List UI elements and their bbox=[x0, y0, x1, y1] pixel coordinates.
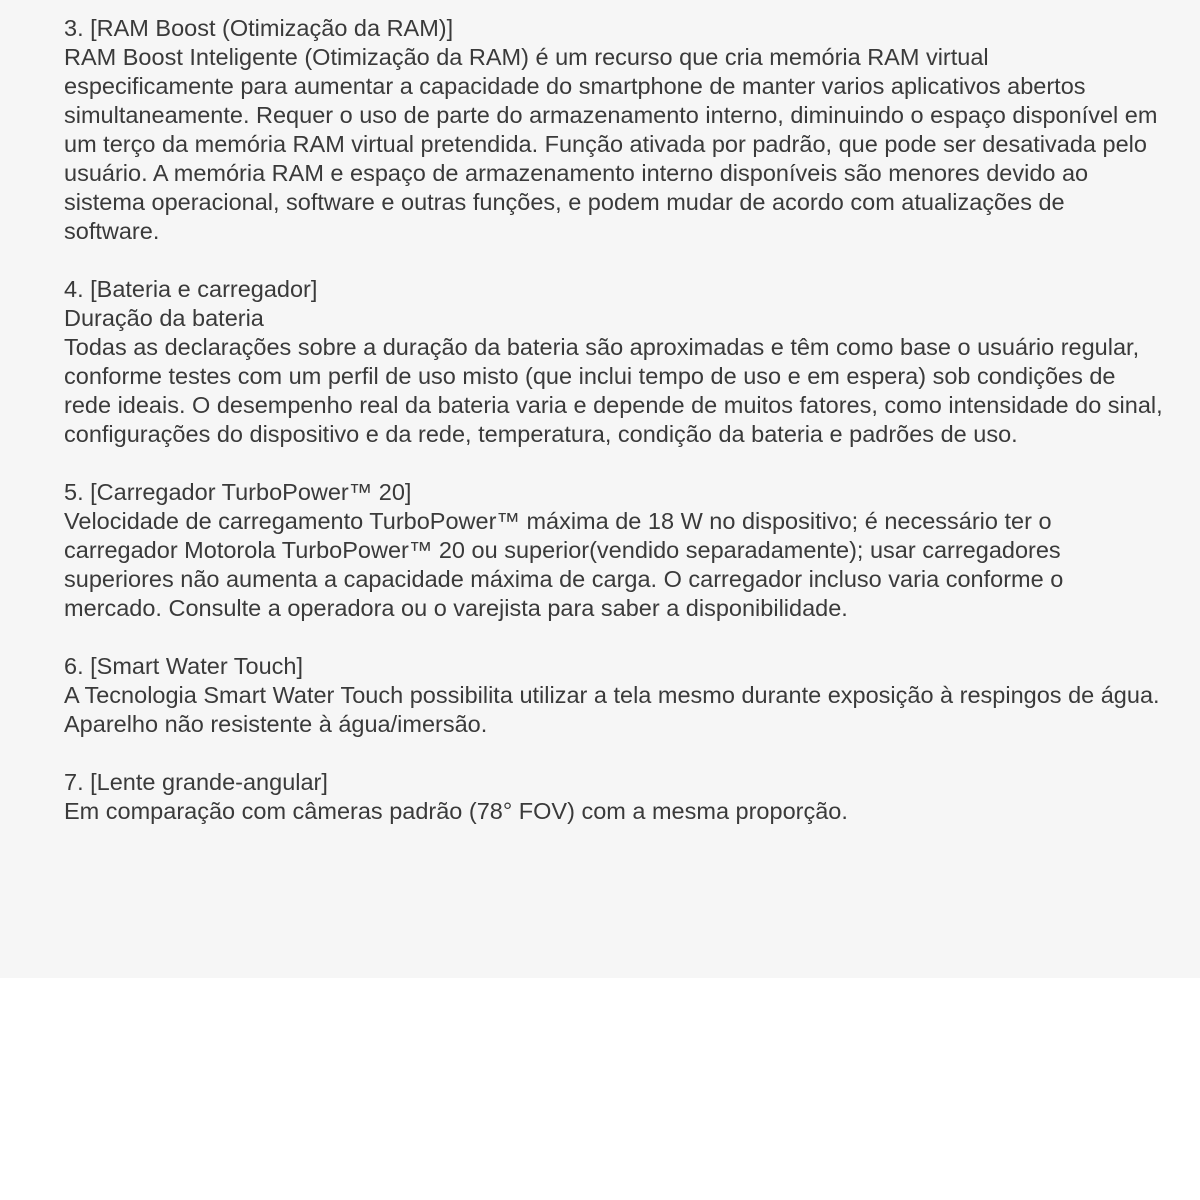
footnote-heading: 3. [RAM Boost (Otimização da RAM)] bbox=[64, 15, 454, 41]
footnote-heading: 4. [Bateria e carregador] bbox=[64, 276, 318, 302]
footnote-turbopower bbox=[64, 478, 1164, 623]
footnote-heading: 6. [Smart Water Touch] bbox=[64, 653, 304, 679]
footnote-body: RAM Boost Inteligente (Otimização da RAM) é um recurso que cria memória RAM virtual especificamente para aumentar a capacidade do smartphone de manter varios aplicativos abertos simultaneamente. Requer o uso de parte do armazenamento interno, diminuindo o espaço disponível em um terço da memória RAM virtual pretendida. Função ativada por padrão, que pode ser desativada pelo usuário. A memória RAM e espaço de armazenamento interno disponíveis são menores devido ao sistema operacional, software e outras funções, e podem mudar de acordo com atualizações de software. bbox=[64, 44, 1158, 244]
footnotes-content bbox=[64, 14, 1164, 855]
footnote-body: Todas as declarações sobre a duração da bateria são aproximadas e têm como base o usuário regular, conforme testes com um perfil de uso misto (que inclui tempo de uso e em espera) sob condições de rede ideais. O desempenho real da bateria varia e depende de muitos fatores, como intensidade do sinal, configurações do dispositivo e da rede, temperatura, condição da bateria e padrões de uso. bbox=[64, 334, 1163, 447]
footnote-subheading: Duração da bateria bbox=[64, 305, 264, 331]
footnote-body: A Tecnologia Smart Water Touch possibilita utilizar a tela mesmo durante exposição à respingos de água. Aparelho não resistente à água/imersão. bbox=[64, 682, 1160, 737]
footnote-battery bbox=[64, 275, 1164, 449]
footnote-heading: 5. [Carregador TurboPower™ 20] bbox=[64, 479, 412, 505]
footnote-ram-boost bbox=[64, 14, 1164, 246]
footnote-smart-water-touch bbox=[64, 652, 1164, 739]
footnote-wide-angle-lens bbox=[64, 768, 1164, 826]
footnote-body: Em comparação com câmeras padrão (78° FOV) com a mesma proporção. bbox=[64, 798, 848, 824]
footnote-body: Velocidade de carregamento TurboPower™ máxima de 18 W no dispositivo; é necessário ter o carregador Motorola TurboPower™ 20 ou superior(vendido separadamente); usar carregadores superiores não aumenta a capacidade máxima de carga. O carregador incluso varia conforme o mercado. Consulte a operadora ou o varejista para saber a disponibilidade. bbox=[64, 508, 1064, 621]
footnote-heading: 7. [Lente grande-angular] bbox=[64, 769, 328, 795]
